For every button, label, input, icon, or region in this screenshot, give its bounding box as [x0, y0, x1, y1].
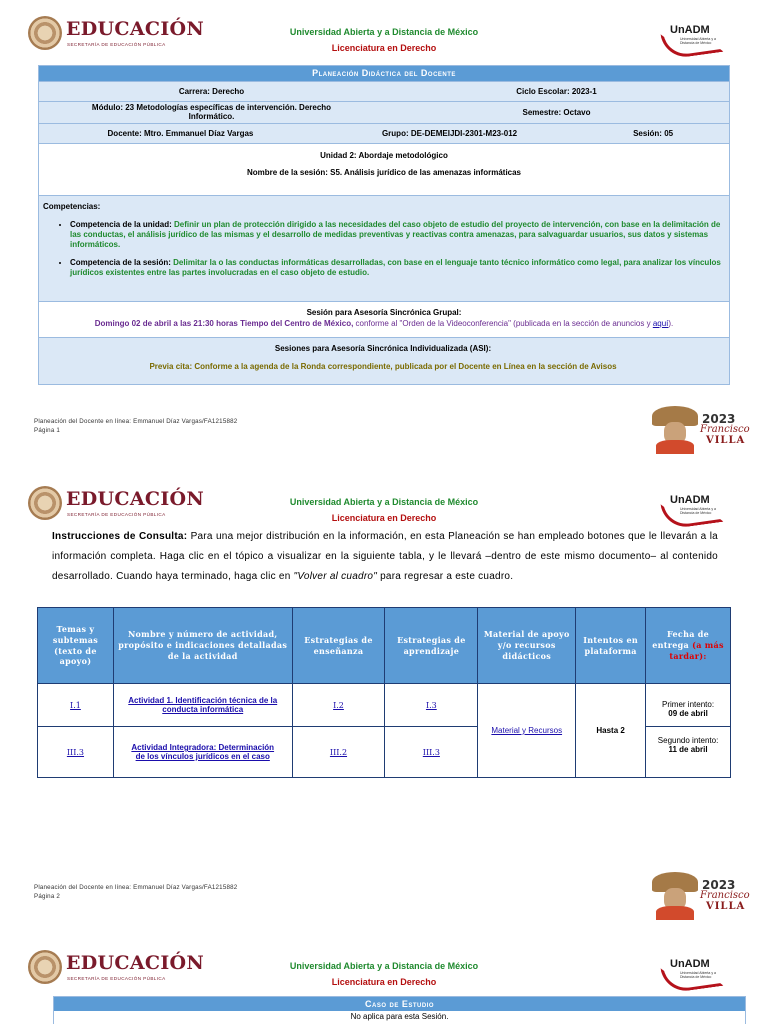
col-attempts: Intentos en plataforma: [576, 608, 646, 684]
case-study-text: No aplica para esta Sesión.: [350, 1012, 449, 1021]
case-study: [53, 996, 746, 1024]
col-activity: Nombre y número de actividad, propósito e indicaciones detalladas de la actividad: [113, 608, 292, 684]
planning-title: Planeación Didáctica del Docente: [39, 66, 729, 81]
school-cycle: Ciclo Escolar: 2023-1: [516, 87, 597, 96]
career: Carrera: Derecho: [178, 87, 245, 96]
session-number: Sesión: 05: [633, 129, 674, 138]
individual-sync-sessions: Sesiones para Asesoría Sincrónica Individualizada (ASI): Previa cita: Conforme a la agenda de la Ronda correspondiente, publicada por el Docente en Línea en la sección de Avisos: [39, 337, 729, 384]
consultation-instructions: Instrucciones de Consulta: Para una mejor distribución en la información, en esta Planeación se han empleado botones que le llevarán a la información completa. Haga clic en el tópico a visualizar en la siguiente tabla, y le llevará –dentro de este mismo documento– al contenido desarrollado. Cuando haya terminado, haga clic en "Volver al cuadro" para regresar a este cuadro.: [52, 531, 718, 582]
sep-logo: EDUCACIÓN SECRETARÍA DE EDUCACIÓN PÚBLICA: [28, 950, 198, 988]
teacher: Docente: Mtro. Emmanuel Díaz Vargas: [107, 129, 254, 138]
page-header-3: EDUCACIÓN SECRETARÍA DE EDUCACIÓN PÚBLICA Universidad Abierta y a Distancia de México Licenciatura en Derecho UnADM Universidad Abierta y a Distancia de México: [0, 934, 768, 994]
integrative-activity-link[interactable]: Actividad Integradora: Determinación de los vínculos jurídicos en el caso: [131, 743, 275, 761]
unadm-logo: UnADM Universidad Abierta y a Distancia de México: [660, 958, 730, 992]
competencies: Competencias: • Competencia de la unidad: Definir un plan de protección dirigido a las necesidades del caso objeto de estudio del proyecto de intervención, con base en la delimitación de las conductas, el análisis jurídico de las mismas y el desarrollo de medidas preventivas y reactivas contra amenazas, para salvaguardar usuarios, sus datos y sistemas informáticos. • Competencia de la sesión: Delimitar la o las conductas informáticas desarrolladas, con base en el lenguaje tanto técnico informático como legal, para analizar los vínculos jurídicos existentes entre las partes involucradas en el caso objeto de estudio.: [39, 195, 729, 301]
activity-1-link[interactable]: Actividad 1. Identificación técnica de la conducta informática: [128, 696, 278, 714]
planning-table: [38, 65, 730, 385]
col-topics: Temas y subtemas (texto de apoyo): [38, 608, 114, 684]
session-competency: • Competencia de la sesión: Delimitar la o las conductas informáticas desarrolladas, con base en el lenguaje tanto técnico informático como legal, para analizar los vínculos jurídicos existentes entre las partes involucradas en el caso objeto de estudio.: [70, 258, 723, 278]
attempts: Hasta 2: [576, 684, 646, 778]
unadm-logo: UnADM Universidad Abierta y a Distancia de México: [660, 494, 730, 528]
topic-link-iii3[interactable]: III.3: [66, 747, 85, 757]
semester: Semestre: Octavo: [522, 108, 591, 117]
sep-logo: EDUCACIÓN SECRETARÍA DE EDUCACIÓN PÚBLICA: [28, 486, 198, 524]
unadm-logo: UnADM Universidad Abierta y a Distancia de México: [660, 24, 730, 58]
materials-link[interactable]: Material y Recursos: [491, 726, 563, 735]
module: Módulo: 23 Metodologías específicas de intervención. Derecho Informático.: [91, 102, 332, 121]
first-attempt: Primer intento: 09 de abril: [646, 684, 731, 727]
col-learning: Estrategias de aprendizaje: [385, 608, 478, 684]
page-header-1: [0, 0, 768, 60]
learning-link-i3[interactable]: I.3: [425, 700, 437, 710]
table-row: [38, 684, 731, 727]
session-name: Nombre de la sesión: S5. Análisis jurídico de las amenazas informáticas: [246, 168, 522, 177]
second-attempt: Segundo intento: 11 de abril: [646, 727, 731, 778]
page-header-2: EDUCACIÓN SECRETARÍA DE EDUCACIÓN PÚBLICA Universidad Abierta y a Distancia de México Licenciatura en Derecho UnADM Universidad Abierta y a Distancia de México: [0, 470, 768, 530]
case-study-title: Caso de Estudio: [54, 997, 745, 1011]
col-material: Material de apoyo y/o recursos didácticos: [478, 608, 576, 684]
announcements-link[interactable]: aquí: [652, 319, 669, 328]
program-name: Licenciatura en Derecho: [331, 43, 437, 53]
university-name: Universidad Abierta y a Distancia de México: [289, 27, 479, 37]
col-due-date: Fecha de entrega (a más tardar):: [646, 608, 731, 684]
teaching-link-i2[interactable]: I.2: [333, 700, 344, 710]
sep-logo: EDUCACIÓN SECRETARÍA DE EDUCACIÓN PÚBLICA: [28, 16, 198, 54]
francisco-villa-logo: 2023 Francisco VILLA: [650, 868, 745, 923]
unit-title: Unidad 2: Abordaje metodológico: [320, 151, 448, 160]
page-footer-1: Planeación del Docente en línea: Emmanuel Díaz Vargas/FA1215882 Página 1: [34, 418, 238, 434]
page-footer-2: Planeación del Docente en línea: Emmanuel Díaz Vargas/FA1215882 Página 2: [34, 884, 238, 900]
activities-table: [37, 607, 731, 778]
francisco-villa-logo: 2023 Francisco VILLA: [650, 402, 745, 457]
col-teaching: Estrategias de enseñanza: [292, 608, 385, 684]
learning-link-iii3[interactable]: III.3: [422, 747, 440, 757]
group-sync-session: Sesión para Asesoría Sincrónica Grupal: Domingo 02 de abril a las 21:30 horas Tiempo del Centro de México, conforme al "Orden de la Videoconferencia" (publicada en la sección de anuncios y aquí).: [39, 301, 729, 337]
group: Grupo: DE-DEMEIJDI-2301-M23-012: [381, 129, 518, 138]
teaching-link-iii2[interactable]: III.2: [329, 747, 348, 757]
topic-link-i1[interactable]: I.1: [70, 700, 81, 710]
unit-competency: • Competencia de la unidad: Definir un plan de protección dirigido a las necesidades del caso objeto de estudio del proyecto de intervención, con base en la delimitación de las conductas, el análisis jurídico de las mismas y el desarrollo de medidas preventivas y reactivas contra amenazas, para salvaguardar usuarios, sus datos y sistemas informáticos.: [70, 220, 723, 250]
